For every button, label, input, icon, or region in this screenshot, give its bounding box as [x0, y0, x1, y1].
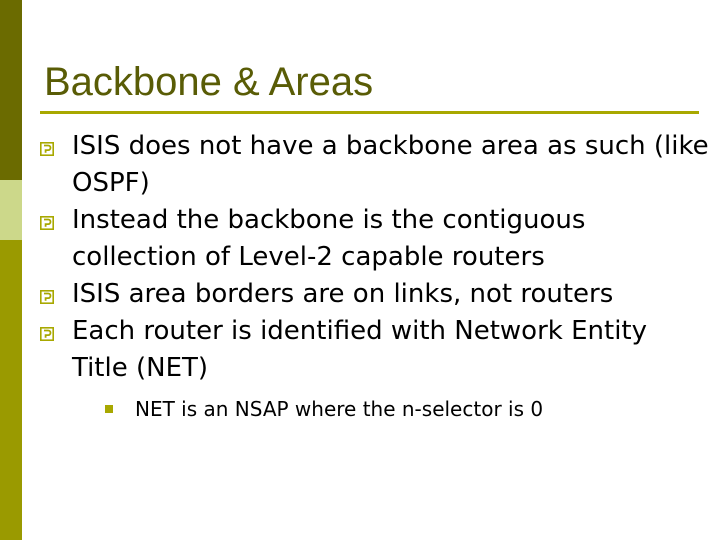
checkbox-bullet-icon [40, 142, 54, 156]
accent-bar-light-1 [0, 180, 22, 240]
sub-bullet-item [103, 394, 710, 424]
checkbox-bullet-icon [40, 327, 54, 341]
bullet-item [40, 276, 710, 313]
accent-bar-bottom [0, 300, 22, 540]
bullet-item [40, 202, 710, 276]
bullet-text: ISIS area borders are on links, not routers [72, 279, 614, 309]
bullet-text: Instead the backbone is the contiguous collection of Level-2 capable routers [72, 205, 586, 272]
bullet-text: Each router is identified with Network Entity Title (NET) [72, 316, 647, 383]
checkbox-bullet-icon [40, 290, 54, 304]
sub-bullet-text: NET is an NSAP where the n-selector is 0 [135, 397, 544, 421]
accent-bar-top [0, 0, 22, 180]
bullet-item [40, 313, 710, 424]
title-underline [40, 111, 699, 114]
bullet-list [40, 128, 710, 424]
accent-bar-dark [0, 240, 22, 300]
left-accent-bar [0, 0, 22, 540]
checkbox-bullet-icon [40, 216, 54, 230]
slide-title: Backbone & Areas [44, 60, 374, 104]
bullet-item [40, 128, 710, 202]
square-bullet-icon [105, 405, 113, 413]
sub-bullet-list [72, 394, 710, 424]
bullet-text: ISIS does not have a backbone area as such (like OSPF) [72, 131, 709, 198]
